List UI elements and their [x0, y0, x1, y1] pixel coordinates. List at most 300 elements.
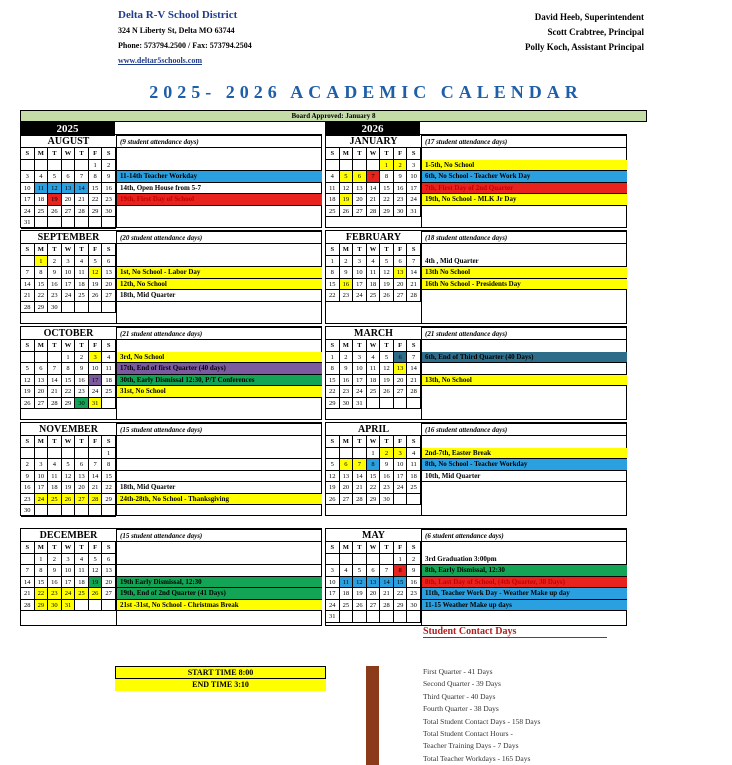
calendar-note: 18th, Mid Quarter [117, 482, 322, 494]
principal: Scott Crabtree, Principal [547, 27, 644, 37]
day-cell: 25 [48, 494, 62, 506]
day-cell: 27 [102, 290, 116, 302]
day-cell: 1 [89, 160, 103, 172]
day-cell: 29 [102, 494, 116, 506]
day-cell: 14 [89, 471, 103, 483]
calendar-note: 19th, First Day of School [117, 194, 322, 206]
weekday-label: W [62, 244, 76, 256]
day-cell: 14 [75, 183, 89, 195]
day-cell: 20 [394, 279, 408, 291]
day-cell: 24 [62, 588, 76, 600]
day-cell: 19 [326, 482, 340, 494]
day-cell: 26 [353, 600, 367, 612]
day-cell: 8 [367, 459, 381, 471]
day-cell: 12 [89, 267, 103, 279]
weekday-label: S [21, 436, 35, 448]
calendar-note: 7th, First Day of 2nd Quarter [422, 183, 627, 195]
day-cell [75, 505, 89, 517]
day-cell: 26 [340, 206, 354, 218]
day-cell: 17 [353, 375, 367, 387]
day-cell: 4 [35, 171, 49, 183]
month-grid [21, 542, 116, 611]
month-attendance-count: (6 student attendance days) [422, 529, 627, 542]
weekday-label: M [340, 148, 354, 160]
day-cell [353, 160, 367, 172]
weekday-label: F [89, 542, 103, 554]
day-cell [35, 352, 49, 364]
day-cell: 4 [340, 565, 354, 577]
weekday-label: T [75, 542, 89, 554]
summary-line: Total Student Contact Days - 158 Days [423, 716, 541, 726]
day-cell: 28 [407, 290, 421, 302]
day-cell: 4 [367, 352, 381, 364]
calendar-note: 6th, No School - Teacher Work Day [422, 171, 627, 183]
weekday-label: M [35, 244, 49, 256]
summary-line: Teacher Training Days - 7 Days [423, 741, 519, 751]
weekday-label: S [407, 340, 421, 352]
day-cell: 26 [89, 588, 103, 600]
day-cell: 20 [102, 577, 116, 589]
day-cell: 1 [380, 160, 394, 172]
day-cell: 17 [407, 183, 421, 195]
day-cell: 24 [407, 194, 421, 206]
month-grid [21, 244, 116, 313]
day-cell: 24 [35, 494, 49, 506]
brown-divider-bar [366, 666, 379, 765]
day-cell [102, 600, 116, 612]
day-cell: 7 [367, 171, 381, 183]
day-cell: 5 [48, 171, 62, 183]
day-cell: 19 [380, 375, 394, 387]
day-cell: 30 [340, 398, 354, 410]
month-attendance-count: (15 student attendance days) [117, 423, 322, 436]
day-cell [89, 505, 103, 517]
day-cell: 16 [407, 577, 421, 589]
day-cell: 31 [89, 398, 103, 410]
day-cell: 9 [380, 459, 394, 471]
calendar-note: 8th, Early Dismissal, 12:30 [422, 565, 627, 577]
month-grid [326, 244, 421, 302]
weekday-label: T [48, 542, 62, 554]
weekday-label: T [48, 244, 62, 256]
day-cell: 13 [102, 565, 116, 577]
day-cell: 13 [62, 183, 76, 195]
calendar-note: 19th Early Dismissal, 12:30 [117, 577, 322, 589]
day-cell: 4 [367, 256, 381, 268]
day-cell: 20 [353, 194, 367, 206]
day-cell: 9 [407, 565, 421, 577]
weekday-label: T [75, 340, 89, 352]
day-cell: 22 [35, 290, 49, 302]
weekday-label: S [326, 148, 340, 160]
day-cell [367, 554, 381, 566]
day-cell: 16 [340, 279, 354, 291]
day-cell: 14 [21, 279, 35, 291]
day-cell: 17 [21, 194, 35, 206]
day-cell: 10 [326, 577, 340, 589]
day-cell: 22 [394, 588, 408, 600]
day-cell: 1 [367, 448, 381, 460]
day-cell: 13 [367, 577, 381, 589]
day-cell [102, 398, 116, 410]
day-cell: 21 [353, 482, 367, 494]
day-cell [326, 160, 340, 172]
weekday-label: T [353, 340, 367, 352]
day-cell: 1 [394, 554, 408, 566]
day-cell: 6 [367, 565, 381, 577]
district-info [118, 8, 252, 68]
day-cell: 19 [353, 588, 367, 600]
day-cell: 22 [326, 386, 340, 398]
day-cell: 5 [380, 352, 394, 364]
day-cell: 12 [380, 267, 394, 279]
calendar-note: 13th No School [422, 267, 627, 279]
calendar-note: 31st, No School [117, 386, 322, 398]
district-phone: Phone: 573794.2500 / Fax: 573794.2504 [118, 41, 252, 50]
day-cell: 8 [89, 171, 103, 183]
day-cell [21, 448, 35, 460]
day-cell: 8 [326, 267, 340, 279]
day-cell [48, 505, 62, 517]
day-cell [48, 217, 62, 229]
weekday-label: T [380, 436, 394, 448]
weekday-label: T [48, 148, 62, 160]
month-notes [422, 448, 627, 483]
day-cell: 17 [89, 375, 103, 387]
calendar-note: 4th , Mid Quarter [422, 256, 627, 268]
day-cell: 1 [102, 448, 116, 460]
weekday-label: S [21, 542, 35, 554]
weekday-label: S [21, 340, 35, 352]
day-cell: 23 [407, 588, 421, 600]
weekday-label: T [48, 436, 62, 448]
month-name: NOVEMBER [21, 423, 116, 436]
day-cell: 19 [21, 386, 35, 398]
day-cell: 18 [340, 588, 354, 600]
day-cell: 29 [380, 206, 394, 218]
day-cell: 2 [407, 554, 421, 566]
day-cell: 5 [353, 565, 367, 577]
day-cell: 31 [62, 600, 76, 612]
day-cell: 3 [21, 171, 35, 183]
day-cell: 13 [394, 363, 408, 375]
day-cell: 28 [353, 494, 367, 506]
day-cell: 11 [407, 459, 421, 471]
weekday-label: T [353, 244, 367, 256]
day-cell [75, 302, 89, 314]
day-cell: 8 [102, 459, 116, 471]
day-cell: 10 [21, 183, 35, 195]
day-cell: 20 [35, 386, 49, 398]
day-cell: 3 [62, 256, 76, 268]
day-cell: 4 [326, 171, 340, 183]
day-cell: 10 [62, 267, 76, 279]
weekday-label: S [326, 436, 340, 448]
day-cell: 8 [326, 363, 340, 375]
day-cell: 1 [326, 352, 340, 364]
day-cell: 30 [48, 600, 62, 612]
day-cell: 11 [367, 363, 381, 375]
day-cell: 25 [75, 290, 89, 302]
day-cell: 20 [367, 588, 381, 600]
weekday-label: T [380, 244, 394, 256]
day-cell: 11 [102, 363, 116, 375]
day-cell: 16 [102, 183, 116, 195]
day-cell: 30 [394, 206, 408, 218]
day-cell: 18 [35, 194, 49, 206]
day-cell: 24 [326, 600, 340, 612]
day-cell: 15 [394, 577, 408, 589]
day-cell [340, 611, 354, 623]
weekday-label: F [89, 340, 103, 352]
day-cell: 15 [367, 471, 381, 483]
calendar-note: 3rd, No School [117, 352, 322, 364]
day-cell [380, 611, 394, 623]
weekday-label: T [353, 148, 367, 160]
day-cell: 6 [62, 171, 76, 183]
day-cell: 29 [367, 494, 381, 506]
calendar-note [117, 554, 322, 566]
day-cell: 18 [367, 375, 381, 387]
day-cell [35, 505, 49, 517]
month-grid [326, 148, 421, 217]
day-cell: 12 [48, 183, 62, 195]
day-cell: 8 [35, 267, 49, 279]
day-cell: 2 [75, 352, 89, 364]
calendar-note: 3rd Graduation 3:00pm [422, 554, 627, 566]
day-cell: 7 [21, 267, 35, 279]
weekday-label: M [35, 436, 49, 448]
staff-info [525, 10, 644, 55]
month-grid [326, 340, 421, 409]
weekday-label: S [326, 340, 340, 352]
calendar-note: 12th, No School [117, 279, 322, 291]
month-block-may [325, 528, 627, 626]
day-cell: 2 [380, 448, 394, 460]
month-attendance-count: (17 student attendance days) [422, 135, 627, 148]
month-grid [21, 148, 116, 229]
calendar-note: 19th, End of 2nd Quarter (41 Days) [117, 588, 322, 600]
day-cell: 26 [89, 290, 103, 302]
day-cell: 6 [394, 256, 408, 268]
district-name: Delta R-V School District [118, 9, 238, 21]
day-cell [353, 611, 367, 623]
day-cell: 9 [102, 171, 116, 183]
weekday-label: T [380, 340, 394, 352]
day-cell: 25 [367, 290, 381, 302]
day-cell: 27 [353, 206, 367, 218]
day-cell: 7 [407, 352, 421, 364]
month-attendance-count: (15 student attendance days) [117, 529, 322, 542]
month-name: MAY [326, 529, 421, 542]
month-block-april [325, 422, 627, 516]
day-cell: 14 [407, 363, 421, 375]
day-cell: 22 [380, 194, 394, 206]
day-cell: 13 [102, 267, 116, 279]
day-cell: 18 [367, 279, 381, 291]
weekday-label: W [62, 148, 76, 160]
day-cell: 17 [353, 279, 367, 291]
weekday-label: S [102, 244, 116, 256]
day-cell [48, 160, 62, 172]
day-cell: 18 [75, 279, 89, 291]
calendar-note: 2nd-7th, Easter Break [422, 448, 627, 460]
month-notes [117, 352, 322, 398]
weekday-label: T [380, 542, 394, 554]
day-cell: 1 [35, 256, 49, 268]
month-grid [21, 340, 116, 409]
day-cell [407, 398, 421, 410]
weekday-label: F [394, 148, 408, 160]
weekday-label: T [353, 436, 367, 448]
month-attendance-count: (21 student attendance days) [117, 327, 322, 340]
day-cell: 7 [353, 459, 367, 471]
calendar-note [117, 565, 322, 577]
day-cell: 27 [102, 588, 116, 600]
day-cell: 17 [62, 279, 76, 291]
day-cell: 31 [326, 611, 340, 623]
calendar-note: 10th, Mid Quarter [422, 471, 627, 483]
day-cell: 13 [340, 471, 354, 483]
day-cell: 9 [394, 171, 408, 183]
weekday-label: F [89, 148, 103, 160]
day-cell: 3 [353, 352, 367, 364]
day-cell: 19 [380, 279, 394, 291]
calendar-note: 18th, Mid Quarter [117, 290, 322, 302]
day-cell: 5 [326, 459, 340, 471]
month-attendance-count: (9 student attendance days) [117, 135, 322, 148]
district-website-link[interactable]: www.deltar5schools.com [118, 56, 202, 65]
day-cell [21, 352, 35, 364]
day-cell: 3 [62, 554, 76, 566]
day-cell: 6 [35, 363, 49, 375]
day-cell [367, 160, 381, 172]
weekday-label: S [407, 148, 421, 160]
day-cell: 5 [89, 256, 103, 268]
day-cell: 14 [353, 471, 367, 483]
day-cell: 3 [407, 160, 421, 172]
day-cell: 7 [380, 565, 394, 577]
weekday-label: S [407, 436, 421, 448]
calendar-note: 24th-28th, No School - Thanksgiving [117, 494, 322, 506]
day-cell [89, 302, 103, 314]
board-approved-banner: Board Approved: January 8 [20, 110, 647, 122]
summary-line: Fourth Quarter - 38 Days [423, 704, 499, 714]
calendar-note [117, 459, 322, 471]
day-cell: 2 [340, 352, 354, 364]
day-cell [367, 398, 381, 410]
calendar-note: 8th, Last Day of School, (4th Quarter, 38 Days) [422, 577, 627, 589]
day-cell: 19 [340, 194, 354, 206]
day-cell: 1 [326, 256, 340, 268]
day-cell: 8 [394, 565, 408, 577]
day-cell: 3 [35, 459, 49, 471]
day-cell: 3 [89, 352, 103, 364]
day-cell: 20 [340, 482, 354, 494]
day-cell [407, 494, 421, 506]
day-cell [48, 352, 62, 364]
start-time: START TIME 8:00 [115, 666, 326, 679]
day-cell: 10 [407, 171, 421, 183]
weekday-label: S [102, 436, 116, 448]
day-cell: 31 [353, 398, 367, 410]
day-cell: 23 [380, 482, 394, 494]
month-name: SEPTEMBER [21, 231, 116, 244]
weekday-label: F [394, 542, 408, 554]
day-cell: 6 [394, 352, 408, 364]
day-cell: 23 [21, 494, 35, 506]
day-cell: 18 [102, 375, 116, 387]
day-cell: 31 [21, 217, 35, 229]
day-cell: 27 [340, 494, 354, 506]
day-cell: 11 [340, 577, 354, 589]
month-grid [21, 436, 116, 517]
day-cell: 15 [35, 577, 49, 589]
day-cell: 29 [326, 398, 340, 410]
day-cell [62, 160, 76, 172]
day-cell: 25 [35, 206, 49, 218]
day-cell [353, 448, 367, 460]
day-cell: 15 [62, 375, 76, 387]
day-cell: 29 [35, 302, 49, 314]
day-cell [89, 217, 103, 229]
weekday-label: M [35, 340, 49, 352]
day-cell: 27 [394, 386, 408, 398]
summary-line: Total Teacher Workdays - 165 Days [423, 753, 531, 763]
month-notes [422, 352, 627, 387]
day-cell [340, 448, 354, 460]
weekday-label: S [102, 340, 116, 352]
weekday-label: W [367, 244, 381, 256]
month-block-september [20, 230, 322, 324]
day-cell: 6 [102, 554, 116, 566]
day-cell: 22 [367, 482, 381, 494]
day-cell: 15 [102, 471, 116, 483]
month-notes [117, 554, 322, 612]
day-cell: 15 [35, 279, 49, 291]
day-cell: 29 [35, 600, 49, 612]
day-cell: 7 [21, 565, 35, 577]
day-cell: 30 [102, 206, 116, 218]
calendar-note: 6th, End of Third Quarter (40 Days) [422, 352, 627, 364]
day-cell: 25 [75, 588, 89, 600]
month-name: FEBRUARY [326, 231, 421, 244]
day-cell: 30 [21, 505, 35, 517]
month-notes [422, 256, 627, 291]
day-cell: 28 [89, 494, 103, 506]
calendar-note: 17th, End of first Quarter (40 days) [117, 363, 322, 375]
day-cell: 22 [326, 290, 340, 302]
day-cell: 18 [75, 577, 89, 589]
day-cell: 16 [394, 183, 408, 195]
day-cell [21, 160, 35, 172]
day-cell: 9 [340, 267, 354, 279]
day-cell: 25 [326, 206, 340, 218]
weekday-label: M [340, 340, 354, 352]
assistant-principal: Polly Koch, Assistant Principal [524, 42, 644, 52]
calendar-note: 11-15 Weather Make up days [422, 600, 627, 612]
month-block-august [20, 134, 322, 228]
weekday-label: M [35, 542, 49, 554]
weekday-label: W [62, 436, 76, 448]
day-cell: 26 [380, 386, 394, 398]
day-cell: 11 [75, 267, 89, 279]
day-cell: 10 [35, 471, 49, 483]
month-notes [117, 160, 322, 206]
month-name: DECEMBER [21, 529, 116, 542]
day-cell: 17 [35, 482, 49, 494]
day-cell: 12 [380, 363, 394, 375]
